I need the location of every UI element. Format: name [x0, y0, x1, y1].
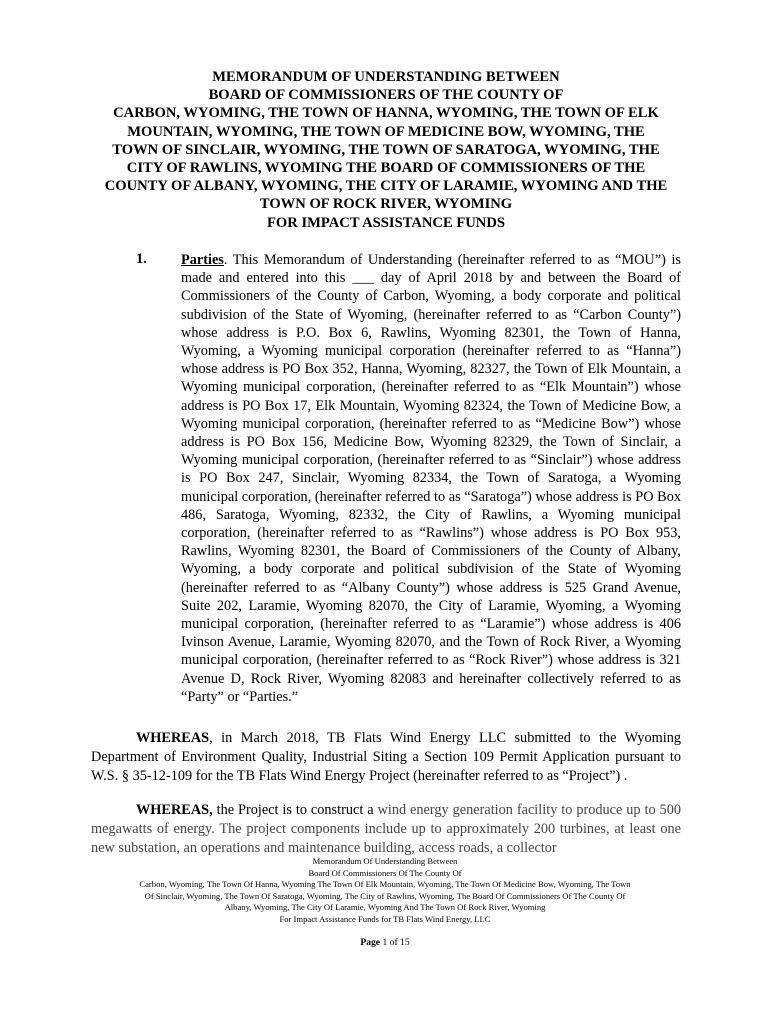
whereas-paragraph-2 — [91, 801, 681, 857]
footer-line: Carbon, Wyoming, The Town Of Hanna, Wyoming The Town Of Elk Mountain, Wyoming, The Town Of Medicine Bow, Wyoming, The Town — [139, 879, 631, 890]
section-heading: Parties — [181, 252, 224, 268]
whereas-lead: WHEREAS, — [136, 802, 213, 818]
title-line: COUNTY OF ALBANY, WYOMING, THE CITY OF LARAMIE, WYOMING AND THE — [104, 178, 668, 195]
whereas-paragraph-1 — [91, 729, 681, 785]
title-line: FOR IMPACT ASSISTANCE FUNDS — [267, 214, 505, 231]
title-line: TOWN OF SINCLAIR, WYOMING, THE TOWN OF SARATOGA, WYOMING, THE — [112, 141, 660, 158]
footer-line: For Impact Assistance Funds for TB Flats Wind Energy, LLC — [279, 913, 491, 924]
footer-line: Memorandum Of Understanding Between — [312, 856, 458, 866]
title-line: CARBON, WYOMING, THE TOWN OF HANNA, WYOMING, THE TOWN OF ELK — [113, 105, 659, 122]
title-line: BOARD OF COMMISSIONERS OF THE COUNTY OF — [208, 87, 564, 104]
page-label: Page — [360, 937, 381, 948]
title-line: MEMORANDUM OF UNDERSTANDING BETWEEN — [212, 69, 560, 85]
parties-text: . This Memorandum of Understanding (hereinafter referred to as “MOU”) is made and entered into this ___ day of April 2018 by and between the Board of Commissioners of the County of Carbon, Wyoming, a body corporate and political subdivision of the State of Wyoming, (hereinafter referred to as “Carbon County”) whose address is P.O. Box 6, Rawlins, Wyoming 82301, the Town of Hanna, Wyoming, a Wyoming municipal corporation (hereinafter referred to as “Hanna”) whose address is PO Box 352, Hanna, Wyoming, 82327, the Town of Elk Mountain, a Wyoming municipal corporation, (hereinafter referred to as “Elk Mountain”) whose address is PO Box 17, Elk Mountain, Wyoming 82324, the Town of Medicine Bow, a Wyoming municipal corporation, (hereinafter referred to as “Medicine Bow”) whose address is PO Box 156, Medicine Bow, Wyoming 82329, the Town of Sinclair, a Wyoming municipal corporation, (hereinafter referred to as “Sinclair”) whose address is PO Box 247, Sinclair, Wyoming 82334, the Town of Saratoga, a Wyoming municipal corporation, (hereinafter referred to as “Saratoga”) whose address is PO Box 486, Saratoga, Wyoming, 82332, the City of Rawlins, a Wyoming municipal corporation, (hereinafter referred to as “Rawlins”) whose address is PO Box 953, Rawlins, Wyoming 82301, the Board of Commissioners of the County of Albany, Wyoming, a body corporate and political subdivision of the State of Wyoming (hereinafter referred to as “Albany County”) whose address is 525 Grand Avenue, Suite 202, Laramie, Wyoming 82070, the City of Laramie, Wyoming, a Wyoming municipal corporation, (hereinafter referred to as “Laramie”) whose address is 406 Ivinson Avenue, Laramie, Wyoming 82070, and the Town of Rock River, a Wyoming municipal corporation, (hereinafter referred to as “Rock River”) whose address is 321 Avenue D, Rock River, Wyoming 82083 and hereinafter collectively referred to as “Party” or “Parties.” — [181, 252, 681, 705]
page-total: of 15 — [389, 937, 410, 948]
title-line: TOWN OF ROCK RIVER, WYOMING — [259, 196, 513, 213]
footer-line: Board Of Commissioners Of The County Of — [308, 867, 462, 878]
whereas-text-continued: wind energy generation facility to produce up to 500 megawatts of energy. The project components include up to approximately 200 turbines, at least one new substation, an operations and maintenance building, access roads, a collector — [91, 802, 681, 856]
page-current: 1 — [382, 937, 388, 948]
page-number — [0, 937, 770, 948]
footer-line: Albany, Wyoming, The City Of Laramie, Wyoming And The Town Of Rock River, Wyoming — [224, 902, 546, 913]
footer-line: Of Sinclair, Wyoming, The Town Of Saratoga, Wyoming, The City of Rawlins, Wyoming, The Board Of Commissioners Of The County Of — [144, 890, 626, 901]
document-title — [84, 68, 688, 232]
whereas-text: , in March 2018, TB Flats Wind Energy LLC submitted to the Wyoming Department of Environment Quality, Industrial Siting a Section 109 Permit Application pursuant to W.S. § 35-12-109 for the TB Flats Wind Energy Project (hereinafter referred to as “Project”) . — [91, 730, 681, 784]
section-number: 1. — [136, 251, 147, 267]
title-line: CITY OF RAWLINS, WYOMING THE BOARD OF COMMISSIONERS OF THE — [126, 160, 646, 177]
parties-paragraph — [181, 251, 681, 706]
title-line: MOUNTAIN, WYOMING, THE TOWN OF MEDICINE BOW, WYOMING, THE — [127, 123, 645, 140]
whereas-text: the Project is to construct a — [212, 802, 378, 818]
whereas-lead: WHEREAS — [136, 730, 210, 746]
page-footer — [60, 856, 710, 926]
